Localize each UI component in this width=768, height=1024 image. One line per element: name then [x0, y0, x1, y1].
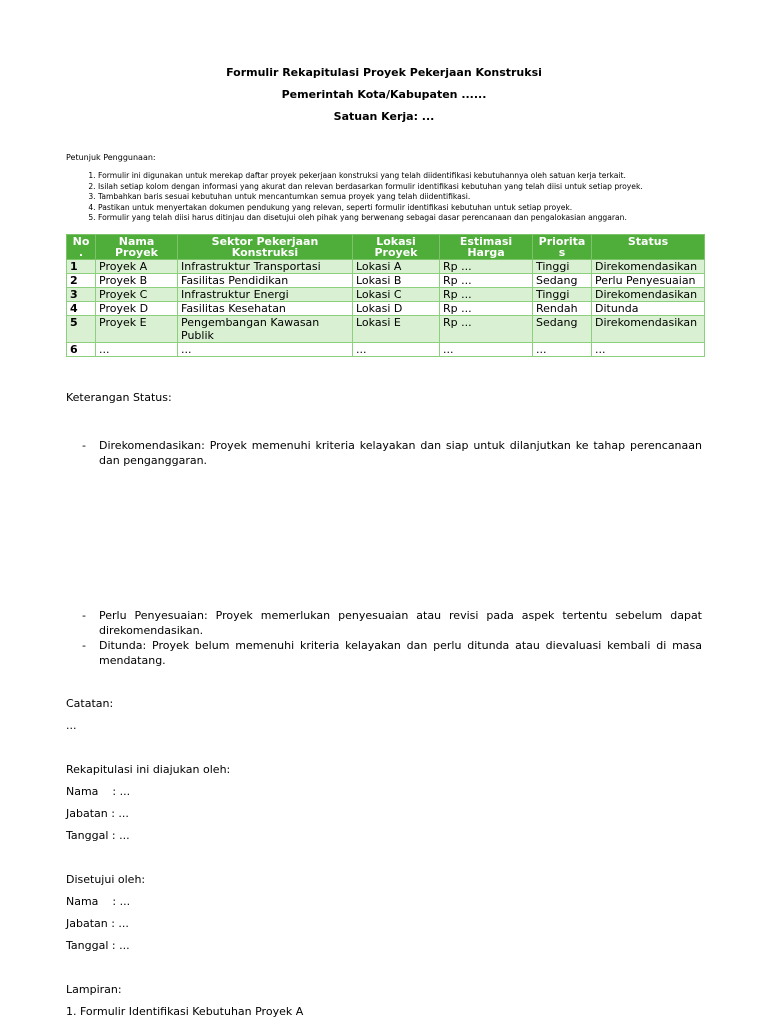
cell-priority: Sedang [533, 274, 592, 288]
cell-estimate: Rp ... [440, 302, 533, 316]
approved-name: Nama : ... [66, 895, 131, 908]
instruction-item: 1. Formulir ini digunakan untuk merekap daftar proyek pekerjaan konstruksi yang telah diidentifikasi kebutuhannya oleh satuan kerja terkait. [98, 171, 738, 182]
cell-priority: Sedang [533, 316, 592, 343]
cell-status: Direkomendasikan [592, 260, 705, 274]
cell-location: Lokasi D [353, 302, 440, 316]
cell-no: 6 [67, 343, 96, 357]
status-item-text: Ditunda: Proyek belum memenuhi kriteria kelayakan dan perlu ditunda atau dievaluasi kembali di masa mendatang. [99, 639, 702, 667]
status-item-text: Direkomendasikan: Proyek memenuhi kriteria kelayakan dan siap untuk dilanjutkan ke tahap perencanaan dan penganggaran. [99, 439, 702, 467]
document-subtitle: Pemerintah Kota/Kabupaten ...... [281, 88, 487, 101]
cell-estimate: Rp ... [440, 260, 533, 274]
cell-status: Perlu Penyesuaian [592, 274, 705, 288]
cell-name: Proyek C [96, 288, 178, 302]
cell-status: Direkomendasikan [592, 288, 705, 302]
cell-sector: Infrastruktur Transportasi [178, 260, 353, 274]
status-heading: Keterangan Status: [66, 391, 172, 404]
cell-name: Proyek A [96, 260, 178, 274]
instruction-item: 3. Tambahkan baris sesuai kebutuhan untuk mencantumkan semua proyek yang telah diidentifikasi. [98, 192, 738, 203]
attachment-item: 1. Formulir Identifikasi Kebutuhan Proyek A [66, 1005, 304, 1018]
attachments-heading: Lampiran: [66, 983, 122, 996]
table-row [67, 288, 705, 302]
cell-estimate: Rp ... [440, 316, 533, 343]
table-row [67, 302, 705, 316]
cell-sector: Fasilitas Pendidikan [178, 274, 353, 288]
cell-location: Lokasi A [353, 260, 440, 274]
cell-name: Proyek D [96, 302, 178, 316]
cell-name: Proyek B [96, 274, 178, 288]
cell-sector: ... [178, 343, 353, 357]
instructions-heading: Petunjuk Penggunaan: [66, 153, 156, 162]
cell-status: Ditunda [592, 302, 705, 316]
cell-estimate: Rp ... [440, 274, 533, 288]
cell-priority: ... [533, 343, 592, 357]
cell-priority: Tinggi [533, 260, 592, 274]
cell-sector: Fasilitas Kesehatan [178, 302, 353, 316]
cell-location: Lokasi E [353, 316, 440, 343]
instructions-list [66, 171, 738, 224]
status-item [82, 638, 702, 668]
col-header-sector: Sektor Pekerjaan Konstruksi [178, 235, 353, 260]
cell-status: Direkomendasikan [592, 316, 705, 343]
bullet-dash: - [82, 639, 86, 652]
cell-no: 1 [67, 260, 96, 274]
project-table [66, 234, 705, 357]
instruction-item: 4. Pastikan untuk menyertakan dokumen pendukung yang relevan, seperti formulir identifikasi kebutuhan untuk setiap proyek. [98, 203, 738, 214]
status-item-text: Perlu Penyesuaian: Proyek memerlukan penyesuaian atau revisi pada aspek tertentu sebelum dapat direkomendasikan. [99, 609, 702, 637]
col-header-location: Lokasi Proyek [353, 235, 440, 260]
col-header-priority: Priorita s [533, 235, 592, 260]
status-item [82, 608, 702, 638]
cell-estimate: Rp ... [440, 288, 533, 302]
table-row [67, 260, 705, 274]
submitted-date: Tanggal : ... [66, 829, 130, 842]
instruction-item: 5. Formulir yang telah diisi harus ditinjau dan disetujui oleh pihak yang berwenang sebagai dasar perencanaan dan pengalokasian anggaran. [98, 213, 738, 224]
cell-priority: Tinggi [533, 288, 592, 302]
table-row [67, 343, 705, 357]
document-title: Formulir Rekapitulasi Proyek Pekerjaan Konstruksi [226, 66, 542, 79]
cell-priority: Rendah [533, 302, 592, 316]
bullet-dash: - [82, 609, 86, 622]
cell-name: Proyek E [96, 316, 178, 343]
cell-no: 5 [67, 316, 96, 343]
col-header-status: Status [592, 235, 705, 260]
approved-date: Tanggal : ... [66, 939, 130, 952]
approved-heading: Disetujui oleh: [66, 873, 146, 886]
cell-no: 2 [67, 274, 96, 288]
col-header-name: Nama Proyek [96, 235, 178, 260]
approved-position: Jabatan : ... [66, 917, 129, 930]
cell-location: ... [353, 343, 440, 357]
table-row [67, 316, 705, 343]
cell-sector: Pengembangan Kawasan Publik [178, 316, 353, 343]
cell-estimate: ... [440, 343, 533, 357]
instruction-item: 2. Isilah setiap kolom dengan informasi yang akurat dan relevan berdasarkan formulir identifikasi kebutuhan yang telah diisi untuk setiap proyek. [98, 182, 738, 193]
cell-no: 4 [67, 302, 96, 316]
bullet-dash: - [82, 439, 86, 452]
col-header-estimate: Estimasi Harga [440, 235, 533, 260]
submitted-position: Jabatan : ... [66, 807, 129, 820]
submitted-heading: Rekapitulasi ini diajukan oleh: [66, 763, 231, 776]
notes-heading: Catatan: [66, 697, 114, 710]
cell-location: Lokasi C [353, 288, 440, 302]
notes-value: ... [66, 719, 77, 732]
col-header-no: No . [67, 235, 96, 260]
cell-location: Lokasi B [353, 274, 440, 288]
table-header-row [67, 235, 705, 260]
cell-no: 3 [67, 288, 96, 302]
cell-sector: Infrastruktur Energi [178, 288, 353, 302]
work-unit: Satuan Kerja: ... [333, 110, 435, 123]
cell-status: ... [592, 343, 705, 357]
status-item [82, 438, 702, 468]
submitted-name: Nama : ... [66, 785, 131, 798]
table-row [67, 274, 705, 288]
cell-name: ... [96, 343, 178, 357]
